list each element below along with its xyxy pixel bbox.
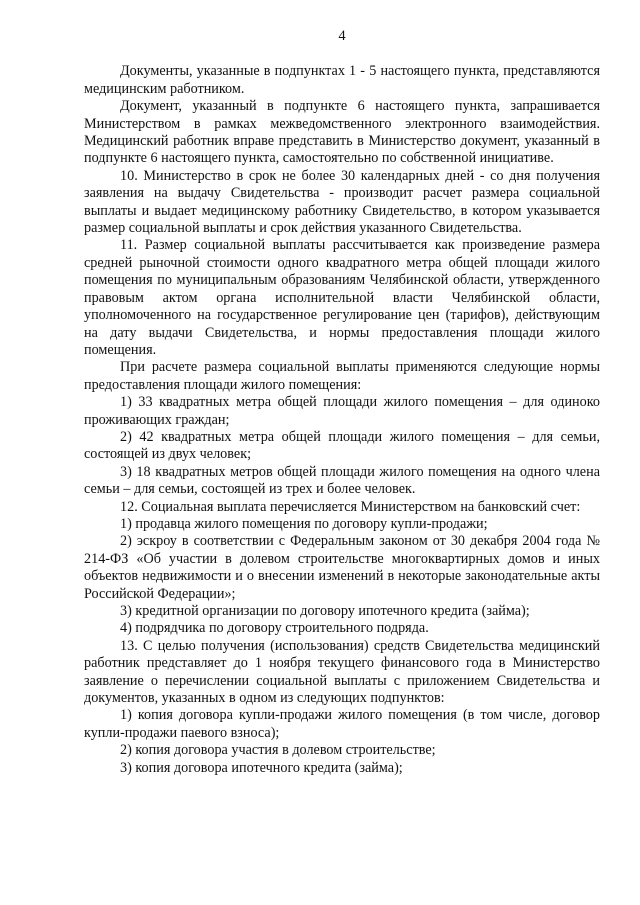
paragraph-documents-1-5: Документы, указанные в подпунктах 1 - 5 настоящего пункта, представляются медицинским работником. [84, 63, 600, 97]
paragraph-item-12: 12. Социальная выплата перечисляется Министерством на банковский счет: [120, 498, 581, 515]
paragraph-item-10: 10. Министерство в срок не более 30 календарных дней - со дня получения заявления на выдачу Свидетельства - производит расчет размера социальной выплаты и выдает медицинскому работнику Свидетельство, в котором указывается размер социальной выплаты и срок действия указанного Свидетельства. [84, 167, 600, 237]
list-item-account-1: 1) продавца жилого помещения по договору купли-продажи; [120, 515, 488, 532]
list-item-doc-1: 1) копия договора купли-продажи жилого помещения (в том числе, договор купли-продажи паевого взноса); [84, 707, 600, 741]
list-item-norm-2: 2) 42 квадратных метра общей площади жилого помещения – для семьи, состоящей из двух человек; [84, 428, 600, 463]
list-item-account-4: 4) подрядчика по договору строительного подряда. [120, 620, 429, 637]
paragraph-document-6: Документ, указанный в подпункте 6 настоящего пункта, запрашивается Министерством в рамках межведомственного электронного взаимодействия. Медицинский работник вправе представить в Министерство документ, указанный в подпункте 6 настоящего пункта, самостоятельно по собственной инициативе. [84, 98, 600, 167]
page-number: 4 [338, 28, 346, 44]
list-item-doc-2: 2) копия договора участия в долевом строительстве; [120, 742, 436, 759]
paragraph-area-norms-intro: При расчете размера социальной выплаты применяются следующие нормы предоставления площади жилого помещения: [84, 359, 600, 393]
list-item-norm-3: 3) 18 квадратных метров общей площади жилого помещения на одного члена семьи – для семьи, состоящей из трех и более человек. [84, 463, 600, 498]
list-item-norm-1: 1) 33 квадратных метра общей площади жилого помещения – для одиноко проживающих граждан; [84, 394, 600, 428]
paragraph-item-11: 11. Размер социальной выплаты рассчитывается как произведение размера средней рыночной стоимости одного квадратного метра общей площади жилого помещения по муниципальным образованиям Челябинской области, утвержденного правовым актом органа исполнительной власти Челябинской области, уполномоченного на государственное регулирование цен (тарифов), действующим на дату выдачи Свидетельства, и нормы предоставления площади жилого помещения. [84, 237, 600, 358]
list-item-account-2: 2) эскроу в соответствии с Федеральным законом от 30 декабря 2004 года № 214-ФЗ «Об участии в долевом строительстве многоквартирных домов и иных объектов недвижимости и о внесении изменений в некоторые законодательные акты Российской Федерации»; [84, 533, 600, 602]
list-item-doc-3: 3) копия договора ипотечного кредита (займа); [120, 759, 403, 776]
paragraph-item-13: 13. С целью получения (использования) средств Свидетельства медицинский работник представляет до 1 ноября текущего финансового года в Министерство заявление о перечислении социальной выплаты с приложением Свидетельства и документов, указанных в одном из следующих подпунктов: [84, 637, 600, 707]
list-item-account-3: 3) кредитной организации по договору ипотечного кредита (займа); [120, 603, 530, 619]
